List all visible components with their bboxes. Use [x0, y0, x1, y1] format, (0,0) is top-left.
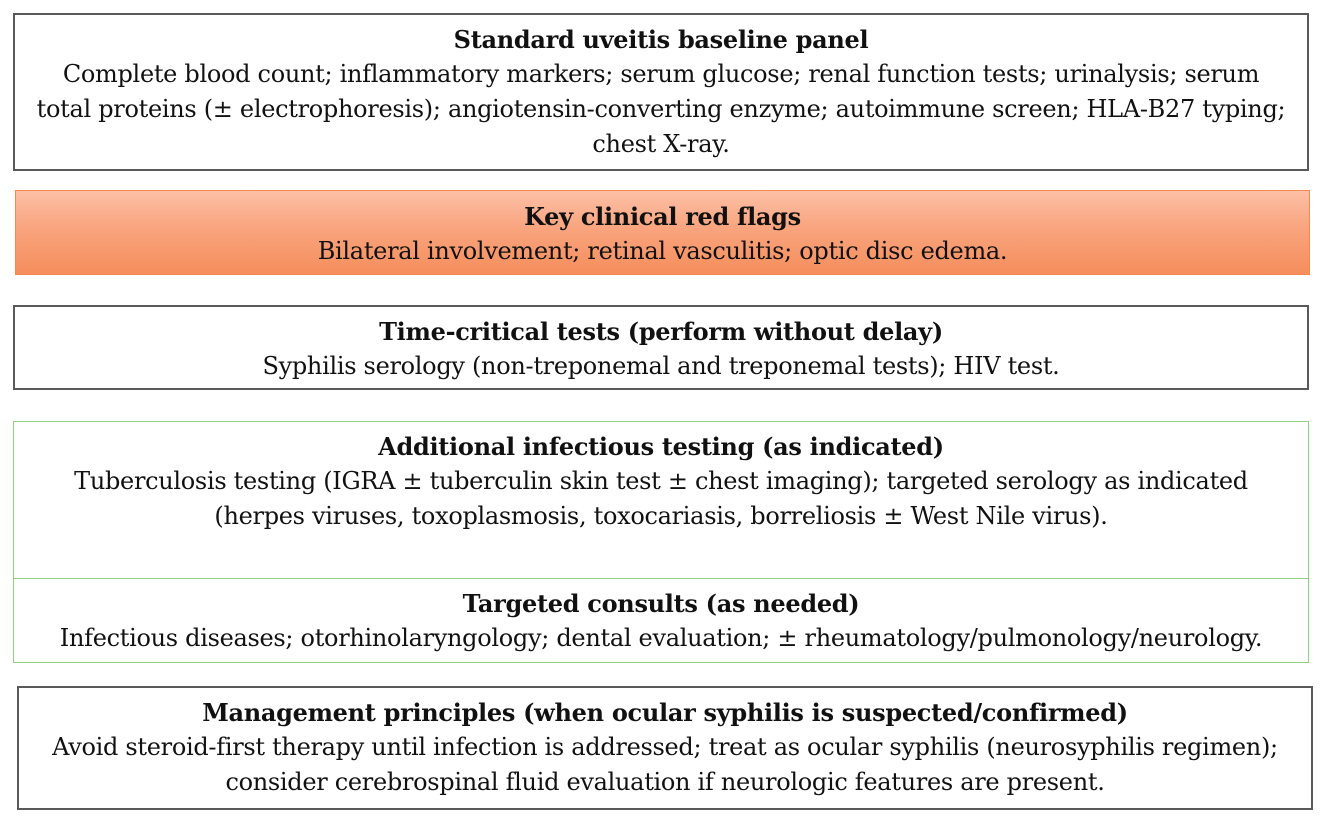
management-principles-box: [17, 686, 1313, 810]
red-flags-title: Key clinical red flags: [524, 202, 801, 231]
baseline-panel-title: Standard uveitis baseline panel: [453, 25, 869, 54]
time-critical-box: [13, 305, 1309, 390]
infectious-testing-title: Additional infectious testing (as indicated): [378, 432, 944, 461]
targeted-consults-text: Infectious diseases; otorhinolaryngology; dental evaluation; ± rheumatology/pulmonology/neurology.: [59, 624, 1263, 652]
time-critical-title: Time-critical tests (perform without delay): [379, 317, 943, 346]
time-critical-text: Syphilis serology (non-treponemal and treponemal tests); HIV test.: [262, 352, 1060, 380]
infectious-testing-box: [13, 421, 1309, 579]
red-flags-text: Bilateral involvement; retinal vasculitis; optic disc edema.: [317, 237, 1008, 265]
infectious-testing-text: Tuberculosis testing (IGRA ± tuberculin skin test ± chest imaging); targeted serology as indicated (herpes viruses, toxoplasmosis, toxocariasis, borreliosis ± West Nile virus).: [74, 467, 1248, 530]
baseline-panel-box: [13, 13, 1309, 171]
management-principles-title: Management principles (when ocular syphilis is suspected/confirmed): [202, 698, 1128, 727]
management-principles-text: Avoid steroid-first therapy until infection is addressed; treat as ocular syphilis (neurosyphilis regimen); consider cerebrospinal fluid evaluation if neurologic features are present.: [52, 733, 1278, 796]
baseline-panel-text: Complete blood count; inflammatory markers; serum glucose; renal function tests; urinalysis; serum total proteins (± electrophoresis); angiotensin-converting enzyme; autoimmune screen; HLA-B27 typing; chest X-ray.: [36, 60, 1286, 158]
targeted-consults-box: [13, 578, 1309, 663]
red-flags-box: [15, 190, 1310, 275]
targeted-consults-title: Targeted consults (as needed): [462, 589, 860, 618]
